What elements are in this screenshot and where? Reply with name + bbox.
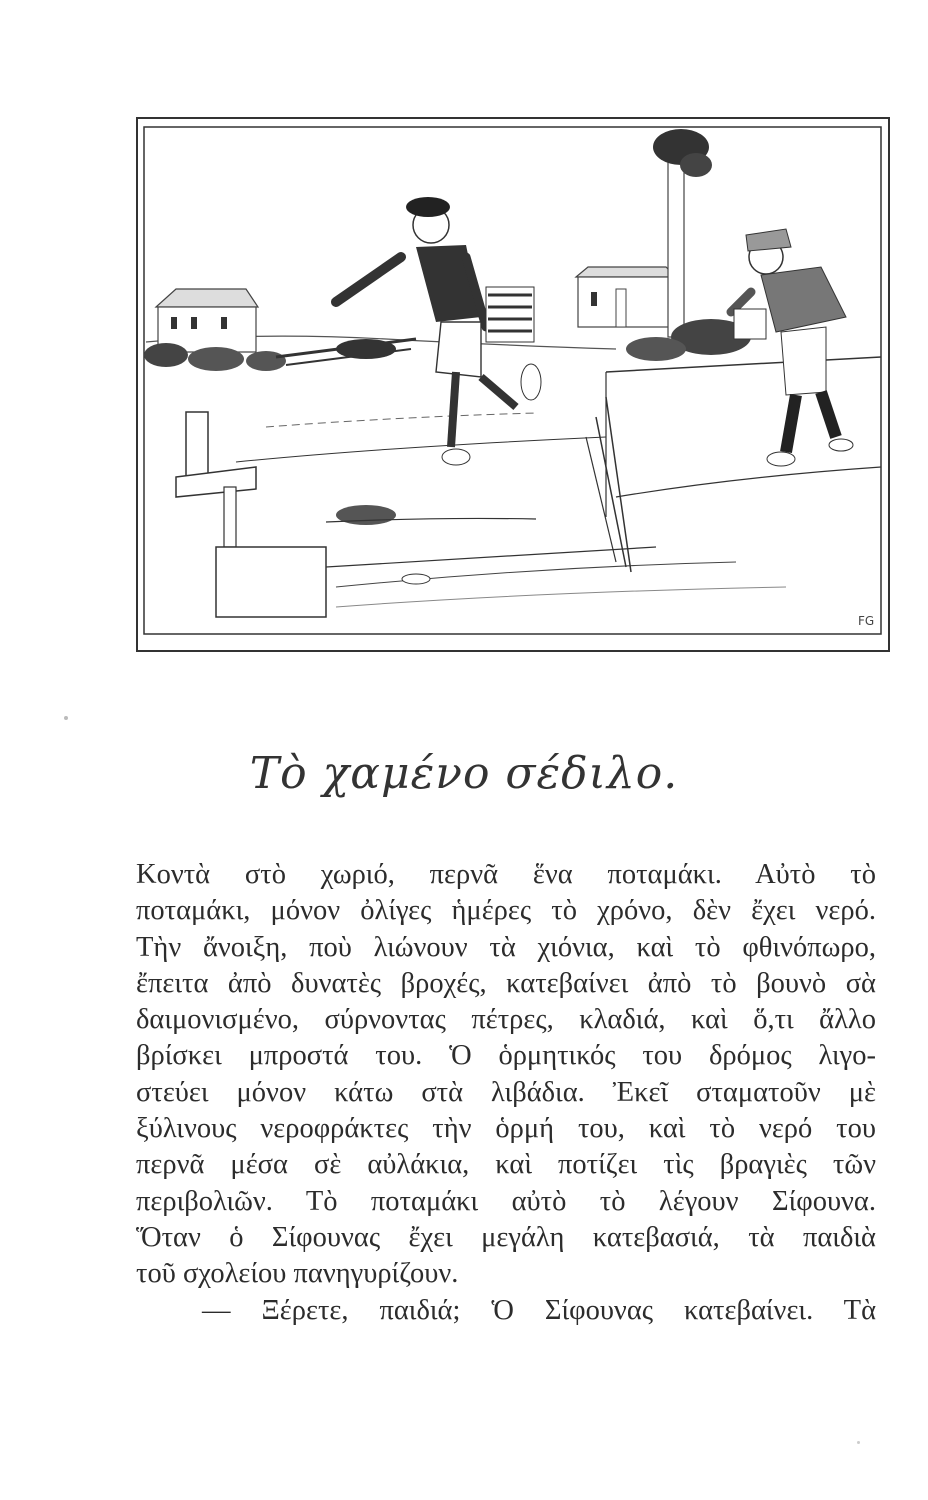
body-text [136, 857, 876, 1329]
paper-speck [64, 716, 68, 720]
text-line: βρίσκει μπροστά του. Ὁ ὁρμητικός του δρόμος λιγο- [136, 1040, 876, 1072]
text-line: περιβολιῶν. Τὸ ποταμάκι αὐτὸ τὸ λέγουν Σίφουνα. [136, 1185, 876, 1217]
text-line: περνᾶ μέσα σὲ αὐλάκια, καὶ ποτίζει τὶς βραγιὲς τῶν [136, 1149, 876, 1181]
illustration [136, 117, 890, 652]
text-line: δαιμονισμένο, σύρνοντας πέτρες, κλαδιά, καὶ ὅ,τι ἄλλο [136, 1004, 876, 1036]
boys-river-scene-icon [136, 117, 890, 652]
text-line: Τὴν ἄνοιξη, ποὺ λιώνουν τὰ χιόνια, καὶ τὸ φθινόπωρο, [136, 931, 876, 963]
chapter-title: Τὸ χαμένο σέδιλο. [249, 748, 679, 799]
text-line: Ὅταν ὁ Σίφουνας ἔχει μεγάλη κατεβασιά, τὰ παιδιὰ [136, 1221, 876, 1253]
monogram: FG [858, 614, 875, 628]
text-line: ποταμάκι, μόνον ὀλίγες ἡμέρες τὸ χρόνο, δὲν ἔχει νερό. [136, 895, 876, 927]
text-line: τοῦ σχολείου πανηγυρίζουν. [136, 1258, 459, 1290]
text-line: στεύει μόνον κάτω στὰ λιβάδια. Ἐκεῖ σταματοῦν μὲ [136, 1076, 876, 1108]
dialogue-line: — Ξέρετε, παιδιά; Ὁ Σίφουνας κατεβαίνει. Τὰ [202, 1294, 876, 1326]
paper-speck [857, 1441, 860, 1444]
text-line: ξύλινους νεροφράκτες τὴν ὁρμή του, καὶ τὸ νερό του [136, 1113, 876, 1145]
text-line: ἔπειτα ἀπὸ δυνατὲς βροχές, κατεβαίνει ἀπὸ τὸ βουνὸ σὰ [136, 967, 876, 999]
text-line: Κοντὰ στὸ χωριό, περνᾶ ἕνα ποταμάκι. Αὐτὸ τὸ [136, 859, 876, 890]
